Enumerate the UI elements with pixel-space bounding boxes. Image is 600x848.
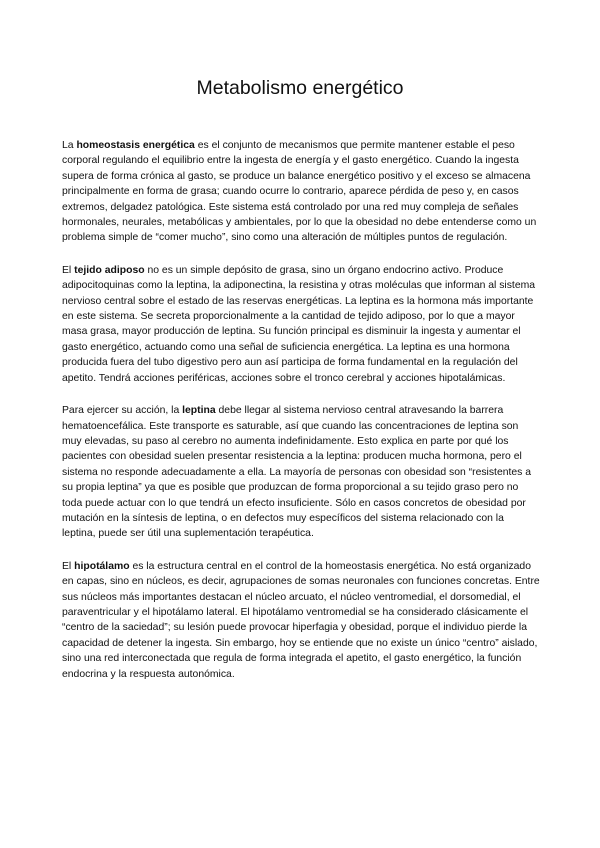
paragraph-text: El [62, 560, 75, 572]
bold-term: homeostasis energética [76, 140, 195, 151]
paragraph-text: no es un simple depósito de grasa, sino un órgano endocrino activo. Produce adipocitoquinas como la leptina, la adiponectina, la resistina y otras moléculas que informan al sistema nervioso central sobre el estado de las reservas energéticas. La leptina es la hormona más importante en este sistema. Se secreta proporcionalmente a la cantidad de tejido adiposo, por lo que a mayor masa grasa, mayor producción de leptina. Su función principal es disminuir la ingesta y aumentar el gasto energético, actuando como una señal de suficiencia energética. La leptina es una hormona producida fuera del tubo digestivo pero aun así participa de forma fundamental en la regulación del apetito. Tendrá acciones periféricas, acciones sobre el tronco cerebral y acciones hipotalámicas. [62, 264, 536, 384]
bold-term: tejido adiposo [74, 264, 145, 276]
paragraph-text: es la estructura central en el control de la homeostasis energética. No está organizado en capas, sino en núcleos, es decir, agrupaciones de somas neuronales con funciones concretas. Entre sus núcleos más importantes destacan el núcleo arcuato, el núcleo ventromedial, el dorsomedial, el paraventricular y el hipotálamo lateral. El hipotálamo ventromedial se ha considerado clásicamente el “centro de la saciedad”; su lesión puede provocar hiperfagia y obesidad, porque el individuo pierde la capacidad de detener la ingesta. Sin embargo, hoy se entiende que no existe un único “centro” aislado, sino una red interconectada que regula de forma integrada el apetito, el gasto energético, la función endocrina y la respuesta autonómica. [62, 560, 540, 680]
paragraph-text: El [62, 264, 75, 276]
paragraph-hipotalamo [62, 559, 540, 682]
document-title: Metabolismo energético [196, 77, 404, 99]
paragraph-leptina [62, 403, 540, 542]
paragraph-tejido-adiposo [62, 263, 540, 386]
paragraph-text: es el conjunto de mecanismos que permite mantener estable el peso corporal regulando el equilibrio entre la ingesta de energía y el gasto energético. Cuando la ingesta supera de forma crónica al gasto, se produce un balance energético positivo y el exceso se almacena principalmente en forma de grasa; cuando ocurre lo contrario, aparece pérdida de peso y, en casos extremos, delgadez patológica. Este sistema está controlado por una red muy compleja de señales hormonales, neurales, metabólicas y ambientales, por lo que la obesidad no debe entenderse como un problema simple de “comer mucho”, sino como una alteración de múltiples puntos de regulación. [62, 140, 537, 244]
bold-term: leptina [182, 405, 216, 417]
paragraph-text: Para ejercer su acción, la [62, 405, 183, 417]
bold-term: hipotálamo [74, 560, 130, 572]
document-body [62, 138, 540, 699]
paragraph-text: debe llegar al sistema nervioso central atravesando la barrera hematoencefálica. Este transporte es saturable, así que cuando las concentraciones de leptina son muy elevadas, su paso al cerebro no aumenta indefinidamente. Esto explica en parte por qué los pacientes con obesidad suelen presentar resistencia a la leptina: producen mucha hormona, pero el sistema no responde adecuadamente a ella. La mayoría de personas con obesidad son “resistentes a su propia leptina” ya que es posible que produzcan de forma proporcional a su tejido graso pero no toda puede actuar con lo que tendrá un efecto insuficiente. Sólo en casos concretos de obesidad por mutación en la síntesis de leptina, o en defectos muy específicos del sistema relacionado con la leptina, puede ser útil una suplementación terapéutica. [62, 405, 532, 540]
paragraph-homeostasis [62, 138, 540, 246]
paragraph-text: La [62, 140, 77, 151]
